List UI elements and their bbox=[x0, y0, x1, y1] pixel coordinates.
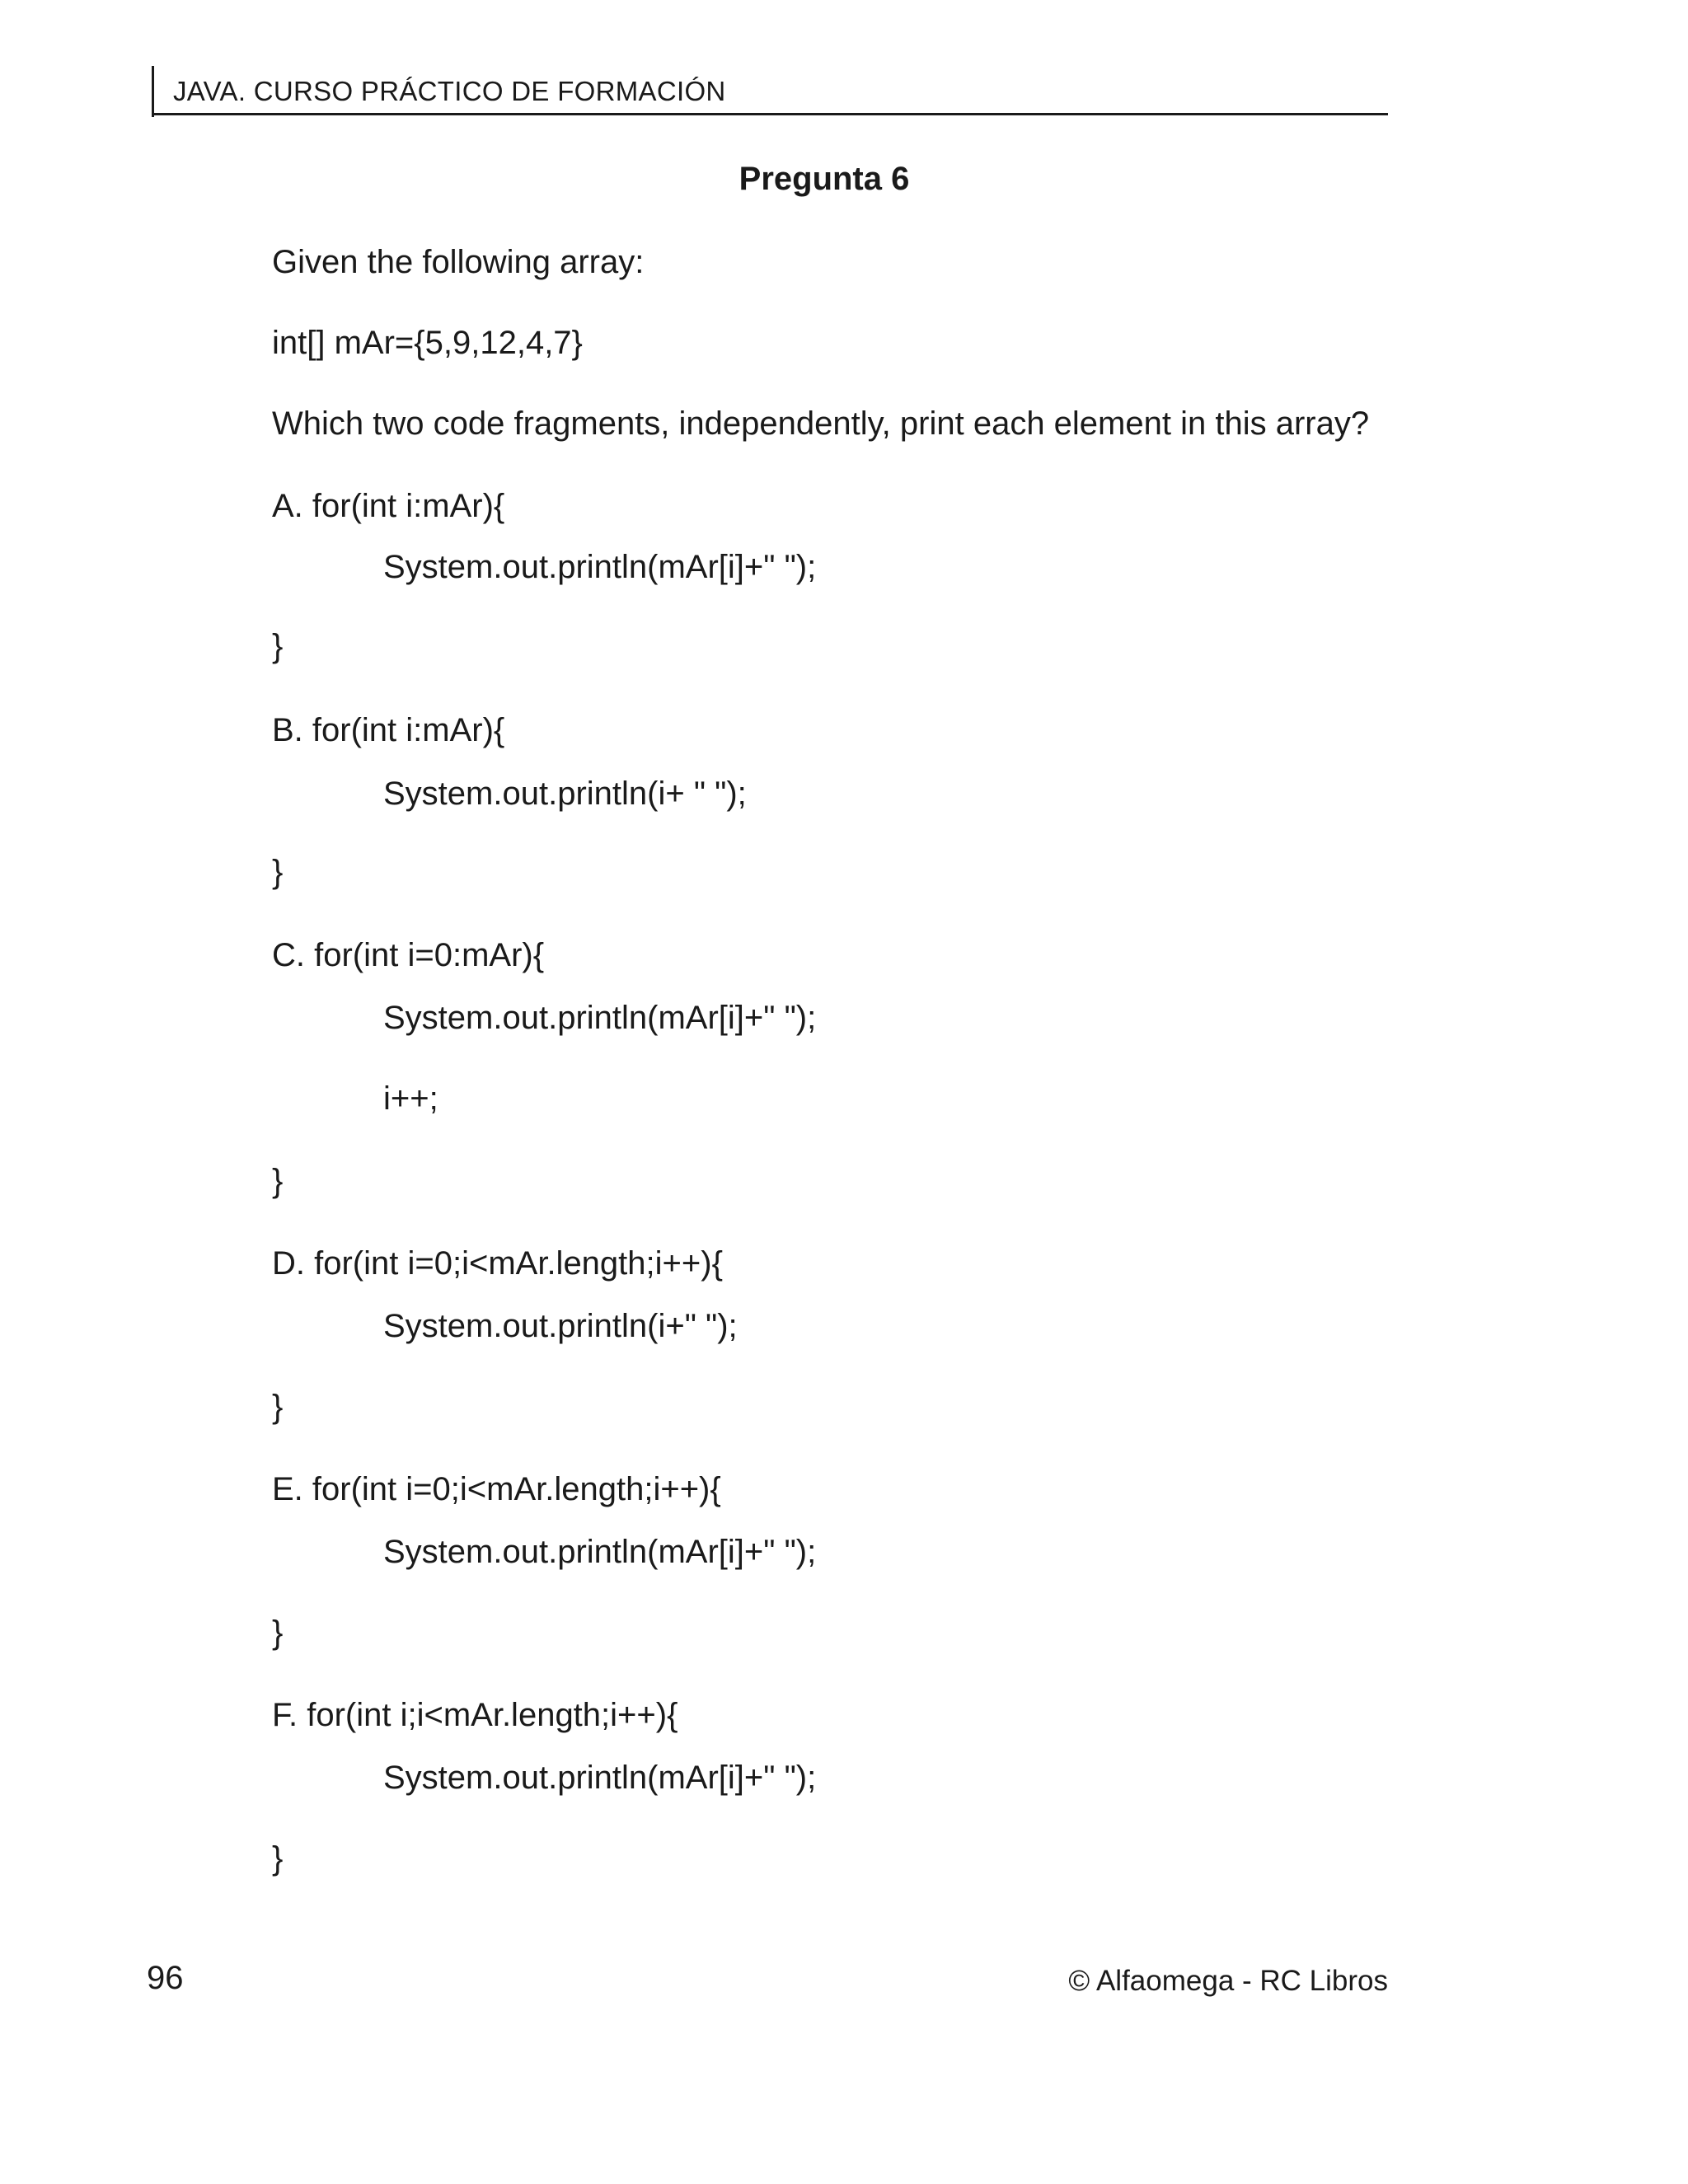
option-c-close: } bbox=[272, 1163, 284, 1199]
array-declaration: int[] mAr={5,9,12,4,7} bbox=[272, 325, 583, 361]
option-a-body: System.out.println(mAr[i]+" "); bbox=[383, 549, 817, 585]
option-c-increment: i++; bbox=[383, 1080, 438, 1117]
option-b-close: } bbox=[272, 854, 284, 890]
option-b-body: System.out.println(i+ " "); bbox=[383, 776, 747, 812]
copyright-notice: © Alfaomega - RC Libros bbox=[1068, 1965, 1388, 1997]
page-number: 96 bbox=[147, 1960, 184, 1996]
option-f-close: } bbox=[272, 1840, 284, 1877]
question-title: Pregunta 6 bbox=[738, 161, 910, 197]
option-a-close: } bbox=[272, 628, 284, 664]
option-d-close: } bbox=[272, 1389, 284, 1425]
option-e-body: System.out.println(mAr[i]+" "); bbox=[383, 1534, 817, 1570]
option-c-body: System.out.println(mAr[i]+" "); bbox=[383, 1000, 817, 1036]
option-d-body: System.out.println(i+" "); bbox=[383, 1308, 738, 1344]
option-a-header: A. for(int i:mAr){ bbox=[272, 488, 505, 524]
running-header-title: JAVA. CURSO PRÁCTICO DE FORMACIÓN bbox=[173, 76, 726, 106]
question-intro: Given the following array: bbox=[272, 244, 645, 280]
question-prompt: Which two code fragments, independently, print each element in this array? bbox=[272, 405, 1370, 442]
option-b-header: B. for(int i:mAr){ bbox=[272, 712, 505, 748]
option-e-header: E. for(int i=0;i<mAr.length;i++){ bbox=[272, 1471, 721, 1507]
option-d-header: D. for(int i=0;i<mAr.length;i++){ bbox=[272, 1245, 723, 1282]
header-vertical-rule bbox=[152, 66, 154, 117]
option-c-header: C. for(int i=0:mAr){ bbox=[272, 937, 545, 973]
option-f-body: System.out.println(mAr[i]+" "); bbox=[383, 1760, 817, 1796]
header-horizontal-rule bbox=[152, 113, 1388, 115]
option-f-header: F. for(int i;i<mAr.length;i++){ bbox=[272, 1697, 678, 1733]
option-e-close: } bbox=[272, 1615, 284, 1651]
